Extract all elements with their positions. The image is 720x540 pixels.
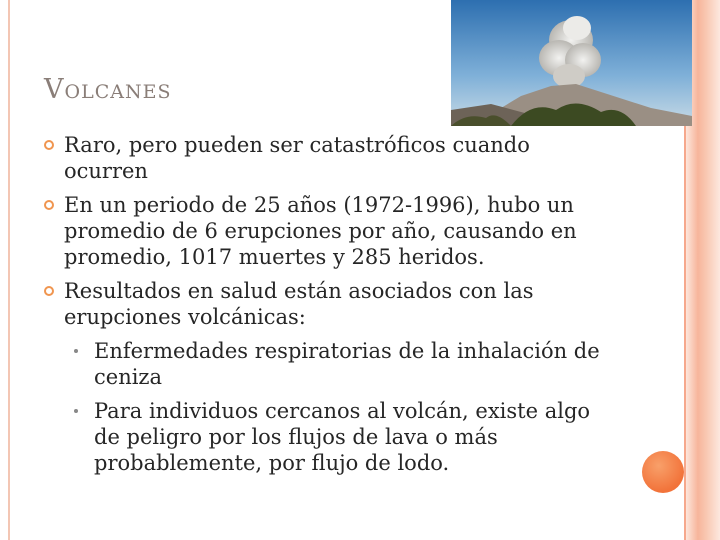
sub-bullet-text: Para individuos cercanos al volcán, existe algo de peligro por los flujos de lava o más probablemente, por flujo de lodo. <box>94 399 591 475</box>
sub-bullet-item <box>44 398 619 476</box>
bullet-item <box>44 278 619 330</box>
circle-bullet-icon <box>44 140 54 150</box>
bullet-item <box>44 132 619 184</box>
left-border-decoration <box>8 0 10 540</box>
decorative-orange-circle <box>642 451 684 493</box>
bullet-text: En un periodo de 25 años (1972-1996), hubo un promedio de 6 erupciones por año, causando en promedio, 1017 muertes y 285 heridos. <box>64 193 577 269</box>
dot-bullet-icon <box>74 349 78 353</box>
sub-bullet-text: Enfermedades respiratorias de la inhalación de ceniza <box>94 339 600 389</box>
bullet-text: Resultados en salud están asociados con las erupciones volcánicas: <box>64 279 534 329</box>
circle-bullet-icon <box>44 200 54 210</box>
volcano-photo <box>451 0 692 126</box>
circle-bullet-icon <box>44 286 54 296</box>
sub-bullet-item <box>44 338 619 390</box>
bullet-list <box>44 132 619 484</box>
dot-bullet-icon <box>74 409 78 413</box>
slide-title: Volcanes <box>44 74 172 105</box>
bullet-item <box>44 192 619 270</box>
bullet-text: Raro, pero pueden ser catastróficos cuando ocurren <box>64 133 530 183</box>
